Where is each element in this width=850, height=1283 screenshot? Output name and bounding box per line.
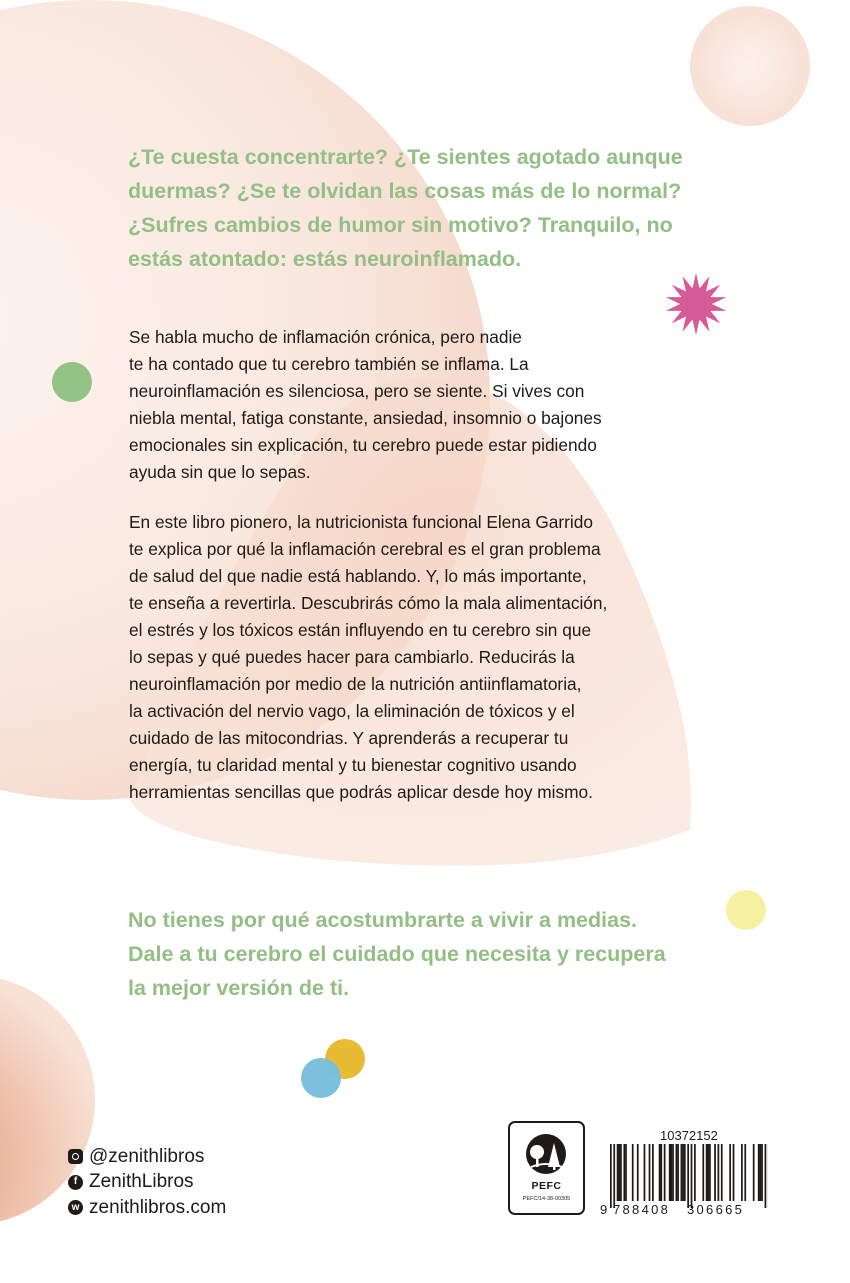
barcode-bar [691, 1144, 693, 1208]
pefc-code: PEFC/14-38-00305 [522, 1196, 571, 1202]
barcode-bar [709, 1144, 711, 1201]
barcode-bar [714, 1144, 716, 1201]
paragraph-line: de salud del que nadie está hablando. Y, lo más importante, [129, 566, 587, 586]
barcode-bar [718, 1144, 720, 1201]
closing-statement [128, 903, 748, 1005]
paragraph-line: herramientas sencillas que podrás aplicar desde hoy mismo. [129, 782, 593, 802]
pefc-label: PEFC [531, 1180, 562, 1192]
green-dot [52, 362, 92, 402]
paragraph-line: te explica por qué la inflamación cerebral es el gran problema [129, 539, 601, 559]
barcode-bar [660, 1144, 662, 1201]
barcode-bar [652, 1144, 654, 1201]
paragraph-line: neuroinflamación es silenciosa, pero se siente. Si vives con [129, 381, 585, 401]
barcode-bar [632, 1144, 634, 1201]
barcode-bar [687, 1144, 689, 1208]
pefc-certification-logo [508, 1121, 585, 1215]
body-paragraph-1 [129, 324, 729, 486]
barcode-bar [741, 1144, 743, 1201]
barcode-digits-left: 788408 [613, 1202, 671, 1217]
closing-line: la mejor versión de ti. [128, 976, 350, 1000]
barcode-bar [613, 1144, 615, 1208]
closing-line: Dale a tu cerebro el cuidado que necesita y recupera [128, 942, 666, 966]
barcode-bar [721, 1144, 723, 1201]
barcode-bar [758, 1144, 760, 1201]
instagram-icon [68, 1149, 83, 1164]
barcode-bar [670, 1144, 672, 1201]
intro-questions [128, 140, 728, 276]
paragraph-line: emocionales sin explicación, tu cerebro puede estar pidiendo [129, 435, 597, 455]
barcode-bar [610, 1144, 612, 1208]
barcode-bar [676, 1144, 678, 1201]
paragraph-line: el estrés y los tóxicos están influyendo en tu cerebro sin que [129, 620, 592, 640]
barcode-bar [681, 1144, 683, 1201]
barcode-bar [649, 1144, 651, 1201]
paragraph-line: te enseña a revertirla. Descubrirás cómo la mala alimentación, [129, 593, 608, 613]
body-paragraph-2 [129, 509, 729, 806]
paragraph-line: te ha contado que tu cerebro también se inflama. La [129, 354, 529, 374]
paragraph-line: niebla mental, fatiga constante, ansiedad, insomnio o bajones [129, 408, 602, 428]
barcode-bar [753, 1144, 755, 1201]
paragraph-line: En este libro pionero, la nutricionista funcional Elena Garrido [129, 512, 593, 532]
paragraph-line: neuroinflamación por medio de la nutrición antiinflamatoria, [129, 674, 582, 694]
intro-line: ¿Sufres cambios de humor sin motivo? Tranquilo, no [128, 213, 673, 237]
closing-line: No tienes por qué acostumbrarte a vivir a medias. [128, 908, 638, 932]
paragraph-line: cuidado de las mitocondrias. Y aprenderás a recuperar tu [129, 728, 569, 748]
intro-line: ¿Te cuesta concentrarte? ¿Te sientes agotado aunque [128, 145, 683, 169]
barcode-bar [760, 1144, 762, 1201]
facebook-handle: ZenithLibros [89, 1171, 194, 1193]
barcode-bar [669, 1144, 671, 1201]
barcode-digit-first: 9 [600, 1202, 608, 1217]
pefc-tree-icon [510, 1125, 582, 1181]
instagram-link[interactable] [68, 1144, 226, 1170]
barcode-bar [733, 1144, 735, 1201]
internal-code: 10372152 [660, 1128, 718, 1143]
barcode-bar [625, 1144, 627, 1201]
intro-line: duermas? ¿Se te olvidan las cosas más de lo normal? [128, 179, 682, 203]
website-url: zenithlibros.com [89, 1196, 227, 1218]
social-links [68, 1144, 226, 1221]
facebook-link[interactable] [68, 1170, 226, 1196]
barcode-bar [664, 1144, 666, 1201]
barcode-bar [677, 1144, 679, 1201]
barcode-bar [617, 1144, 619, 1201]
top-right-peach-circle [690, 6, 810, 126]
paragraph-line: energía, tu claridad mental y tu bienestar cognitivo usando [129, 755, 577, 775]
barcode-bar [761, 1144, 763, 1201]
barcode-bar [765, 1144, 767, 1208]
paragraph-line: ayuda sin que lo sepas. [129, 462, 311, 482]
barcode-bar [702, 1144, 704, 1201]
barcode-bar [659, 1144, 661, 1201]
barcode-bars [610, 1144, 768, 1208]
isbn-barcode [596, 1144, 768, 1218]
paragraph-line: lo sepas y qué puedes hacer para cambiarlo. Reducirás la [129, 647, 575, 667]
facebook-icon: f [68, 1175, 83, 1190]
intro-line: estás atontado: estás neuroinflamado. [128, 247, 522, 271]
paragraph-line: la activación del nervio vago, la eliminación de tóxicos y el [129, 701, 575, 721]
barcode-bar [620, 1144, 622, 1201]
barcode-bar [644, 1144, 646, 1201]
barcode-bar [729, 1144, 731, 1201]
barcode-bar [694, 1144, 696, 1201]
barcode-bar [637, 1144, 639, 1201]
website-link[interactable] [68, 1195, 226, 1221]
barcode-bar [706, 1144, 708, 1201]
instagram-handle: @zenithlibros [89, 1145, 205, 1167]
blue-dot [301, 1058, 341, 1098]
barcode-bar [707, 1144, 709, 1201]
web-icon: w [68, 1200, 83, 1215]
barcode-bar [684, 1144, 686, 1201]
barcode-digits-right: 306665 [687, 1202, 745, 1217]
barcode-bar [623, 1144, 625, 1201]
barcode-bar [672, 1144, 674, 1201]
barcode-bar [744, 1144, 746, 1201]
paragraph-line: Se habla mucho de inflamación crónica, pero nadie [129, 327, 522, 347]
barcode-bar [618, 1144, 620, 1201]
barcode-bar [682, 1144, 684, 1201]
